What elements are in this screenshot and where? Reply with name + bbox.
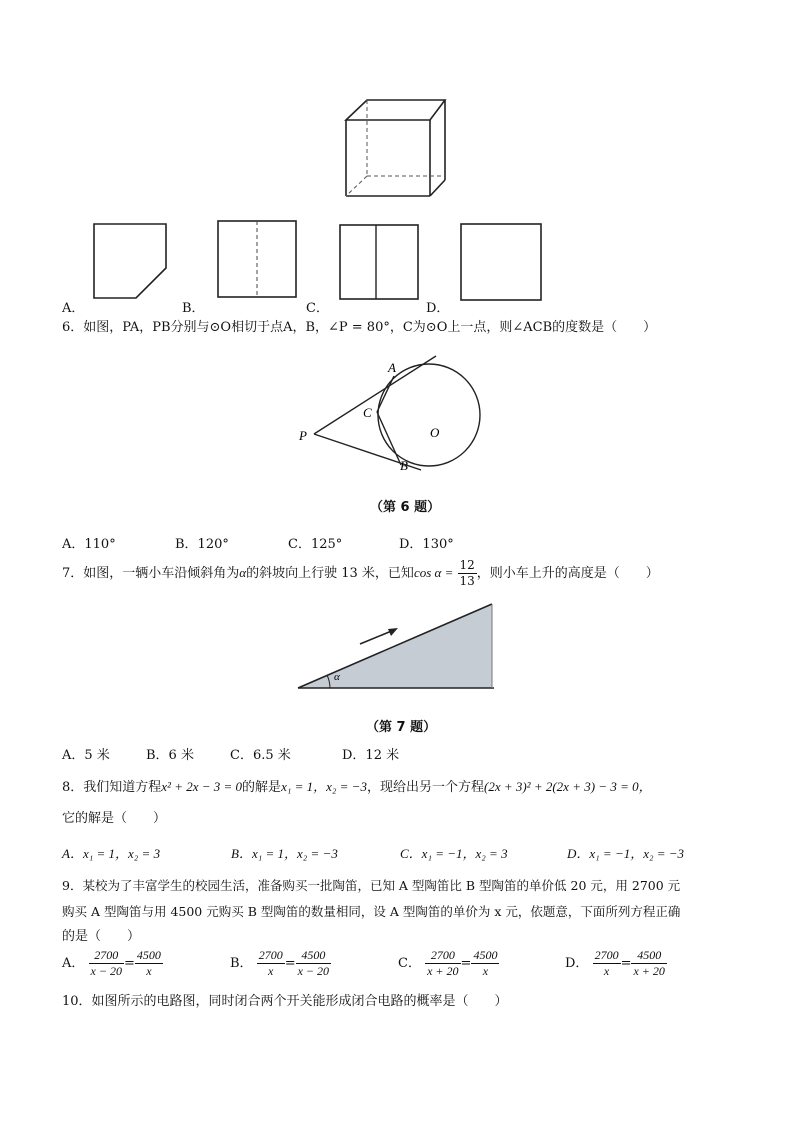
tangent-circle-figure [296, 352, 496, 472]
q9-option-b: B． $\frac{2700}{x}$ = $\frac{4500}{x - 20}$ [230, 948, 330, 978]
view-d [459, 222, 543, 302]
q6-stem: 6．如图，PA，PB分别与⊙O相切于点A，B，∠P = 80°，C为⊙O上一点，则∠ACB的度数是（ ） [62, 320, 657, 335]
alpha-label: α [334, 671, 340, 683]
prism-figure [330, 92, 460, 204]
q7-caption: （第 7 题） [366, 720, 437, 735]
label-o: O [430, 425, 440, 440]
q5-option-b: B． [182, 301, 205, 316]
q10-stem: 10．如图所示的电路图，同时闭合两个开关能形成闭合电路的概率是（ ） [62, 994, 508, 1009]
q7-option-a: A．5 米 [62, 748, 110, 763]
q6-option-b: B．120° [175, 537, 229, 552]
label-c: C [363, 405, 372, 420]
q6-option-d: D．130° [399, 537, 454, 552]
q8-line1: 8．我们知道方程x² + 2x − 3 = 0的解是x₁ = 1，x₂ = −3，现给出另一个方程(2x + 3)² + 2(2x + 3) − 3 = 0， [62, 779, 652, 795]
q8-option-a: A．x₁ = 1，x₂ = 3 [62, 846, 161, 861]
q5-option-c: C． [306, 301, 329, 316]
q8-option-d: D．x₁ = −1，x₂ = −3 [567, 846, 685, 861]
q6-option-c: C．125° [288, 537, 343, 552]
q9-line1: 9．某校为了丰富学生的校园生活，准备购买一批陶笛，已知 A 型陶笛比 B 型陶笛的单价低 20 元，用 2700 元 [62, 878, 681, 893]
q9-line3: 的是（ ） [62, 929, 141, 944]
q5-option-d: D． [426, 301, 450, 316]
q7-cos-fraction: $\frac{12}{13}$ [459, 558, 475, 588]
q9-option-c: C． $\frac{2700}{x + 20}$ = $\frac{4500}{x}$ [398, 948, 498, 978]
q6-caption: （第 6 题） [370, 500, 441, 515]
label-p: P [299, 428, 307, 443]
label-a: A [388, 360, 396, 375]
q7-option-b: B．6 米 [146, 748, 194, 763]
view-a [92, 222, 168, 300]
q8-option-c: C．x₁ = −1，x₂ = 3 [400, 846, 508, 861]
q9-line2: 购买 A 型陶笛与用 4500 元购买 B 型陶笛的数量相同，设 A 型陶笛的单价为 x 元，依题意，下面所列方程正确 [62, 904, 681, 919]
q9-option-d: D． $\frac{2700}{x}$ = $\frac{4500}{x + 20}$ [565, 948, 665, 978]
label-b: B [400, 458, 408, 472]
slope-figure [294, 600, 496, 692]
q6-option-a: A．110° [62, 537, 116, 552]
q8-line2: 它的解是（ ） [62, 811, 167, 826]
q7-option-c: C．6.5 米 [230, 748, 291, 763]
view-b [216, 219, 298, 299]
q7-stem: 7．如图，一辆小车沿倾斜角为α的斜坡向上行驶 13 米，已知cos α = $\frac{12}{13}$ ，则小车上升的高度是（ ） [62, 558, 659, 588]
view-c [338, 223, 420, 301]
q5-option-a: A． [62, 301, 85, 316]
q8-option-b: B．x₁ = 1，x₂ = −3 [231, 846, 338, 861]
q7-option-d: D．12 米 [342, 748, 400, 763]
q9-option-a: A． $\frac{2700}{x - 20}$ = $\frac{4500}{x}$ [62, 948, 161, 978]
